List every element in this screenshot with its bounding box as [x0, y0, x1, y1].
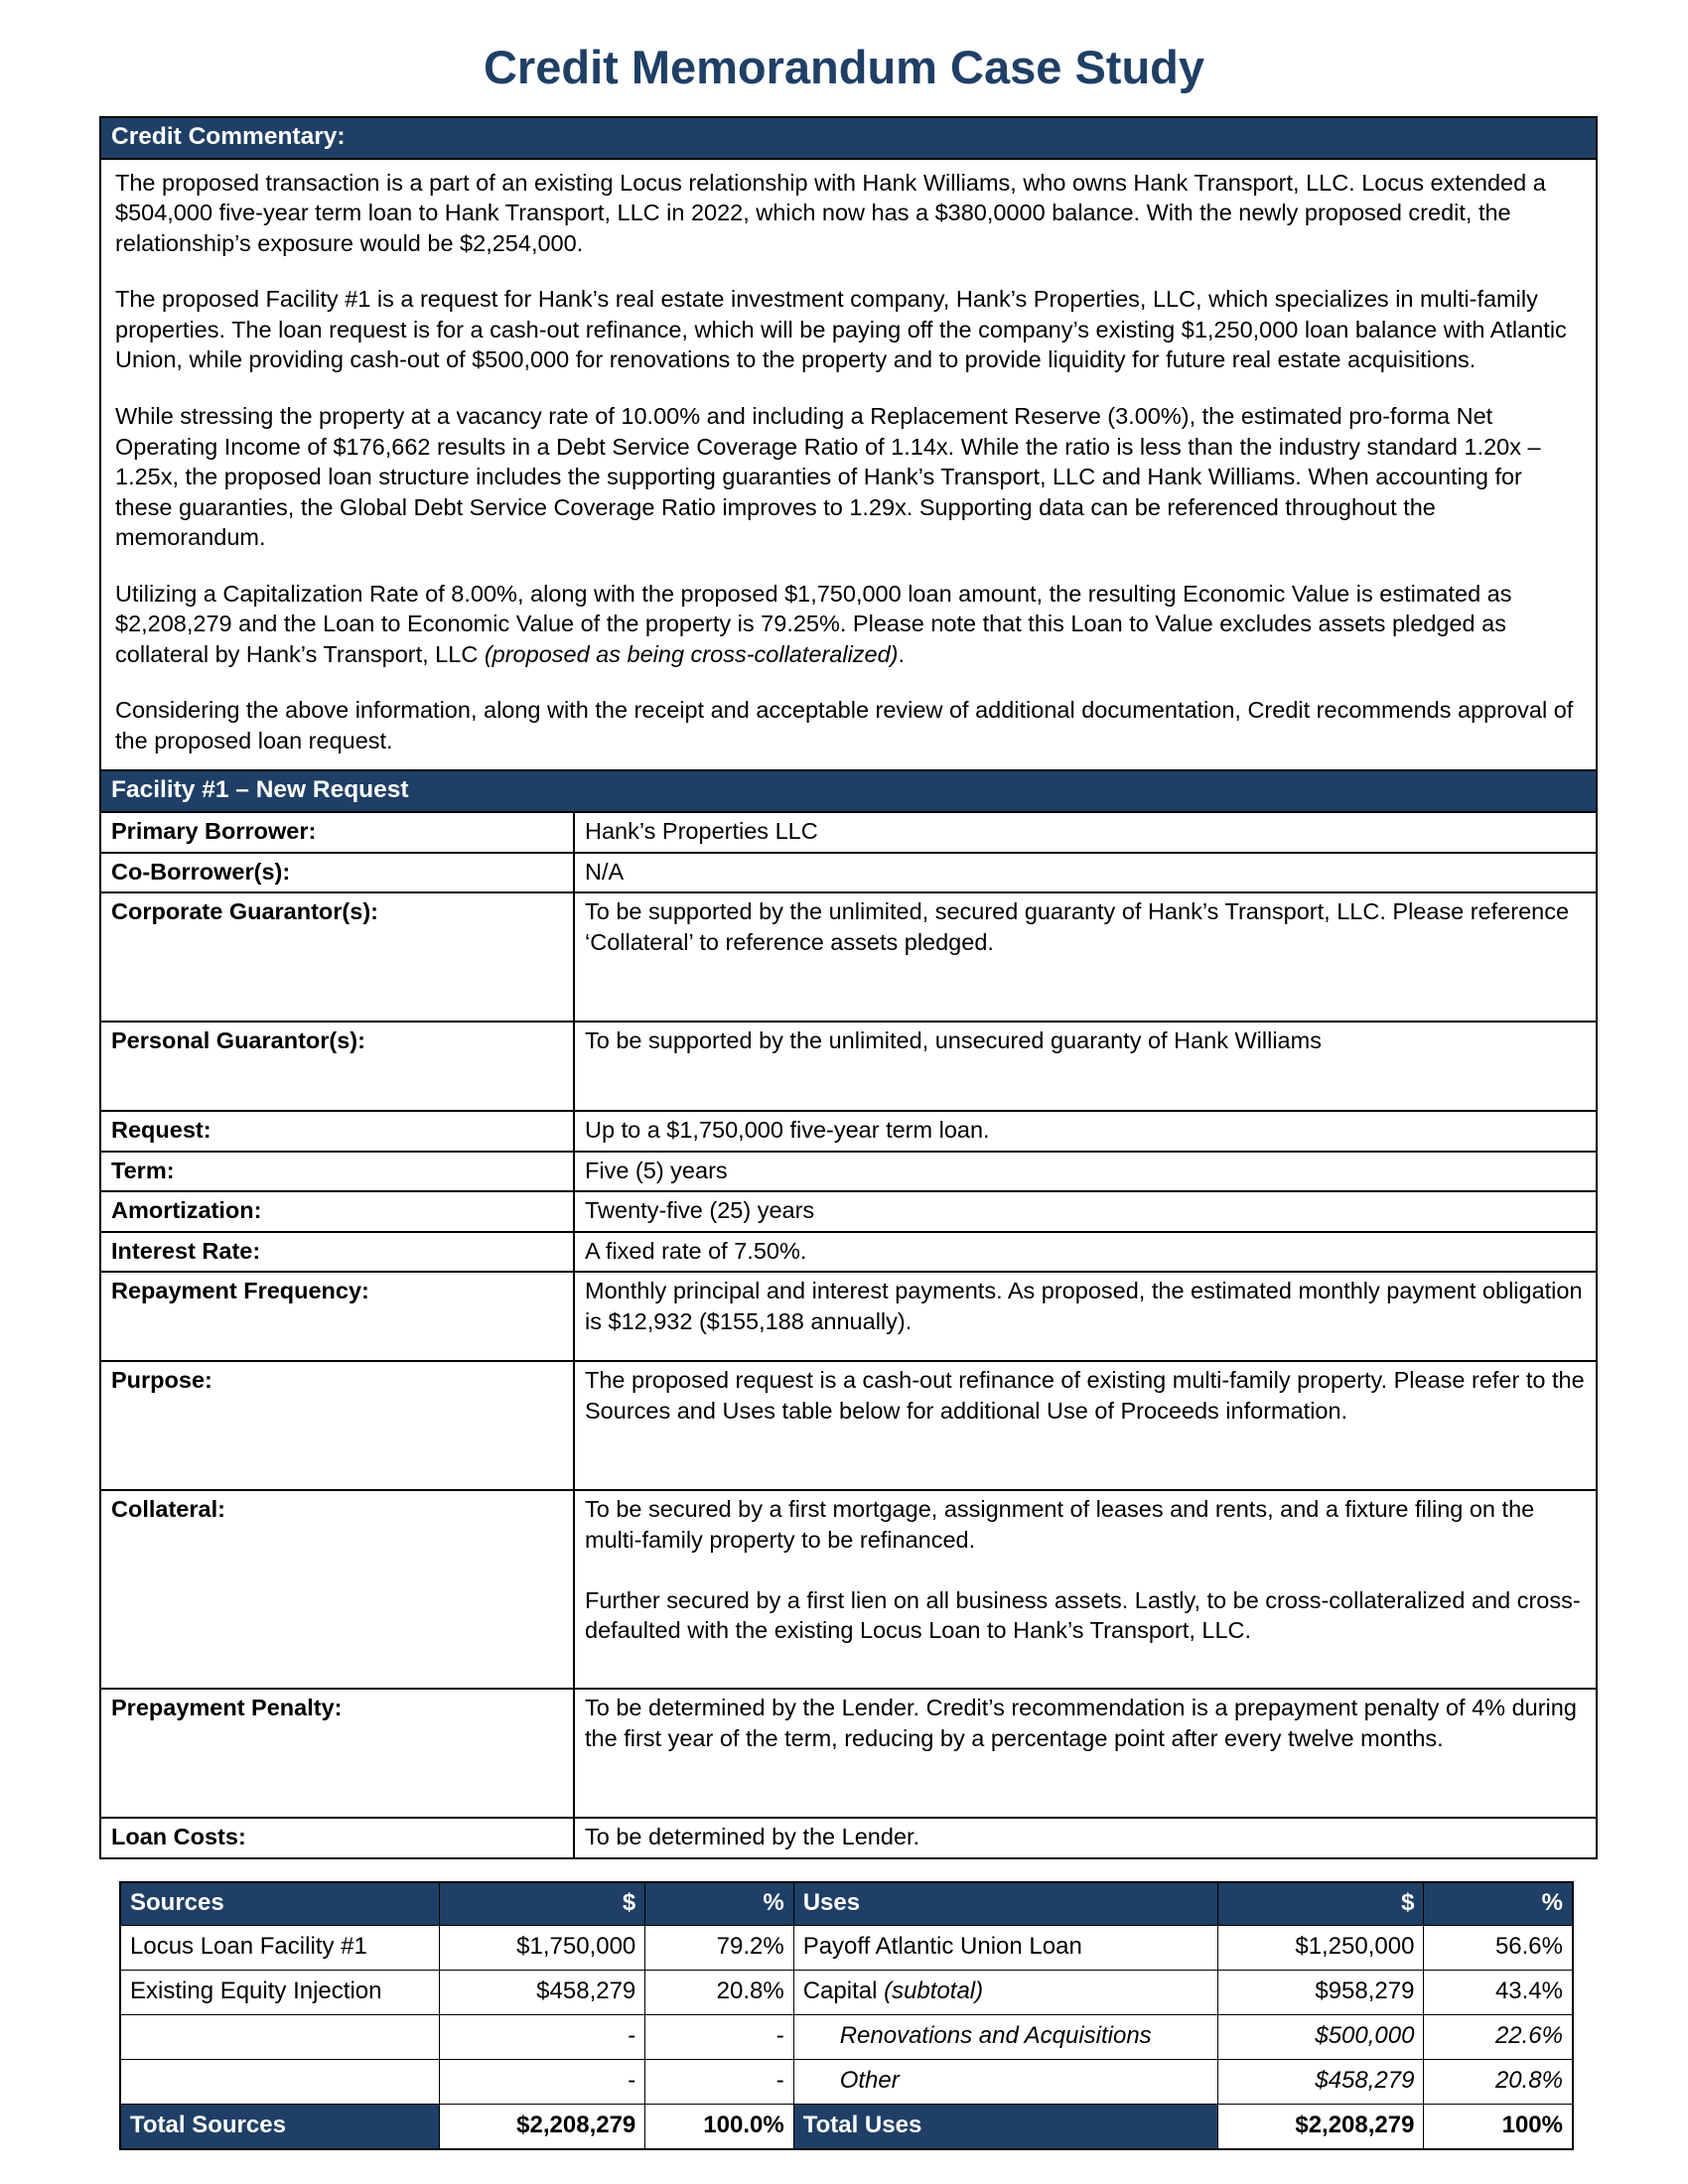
table-row: [101, 1152, 1596, 1192]
row-value-prepayment-penalty: To be determined by the Lender. Credit’s recommendation is a prepayment penalty of 4% during the first year of the term, reducing by a percentage point after every twelve months.: [574, 1689, 1596, 1818]
commentary-paragraph-5: Considering the above information, along with the receipt and acceptable review of additional documentation, Credit recommends approval of the proposed loan request.: [115, 697, 1574, 753]
row-label-purpose: Purpose:: [101, 1361, 574, 1490]
table-row: [101, 813, 1596, 853]
cell-use-percent: 22.6%: [1424, 2015, 1573, 2060]
row-value-purpose: The proposed request is a cash-out refinance of existing multi-family property. Please refer to the Sources and Uses table below for additional Use of Proceeds information.: [574, 1361, 1596, 1490]
commentary-paragraph-4-text: Utilizing a Capitalization Rate of 8.00%, along with the proposed $1,750,000 loan amount, the resulting Economic Value is estimated as $2,208,279 and the Loan to Economic Value of the property is 79.25%. Please note that this Loan to Value excludes assets pledged as collateral by Hank’s Transport, LLC: [115, 580, 1512, 667]
row-label-term: Term:: [101, 1152, 574, 1192]
table-row: [120, 1926, 1573, 1971]
cell-source-percent: -: [645, 2060, 793, 2105]
table-row: [120, 1971, 1573, 2015]
row-value-loan-costs: To be determined by the Lender.: [574, 1818, 1596, 1857]
header-sources-dollar: $: [439, 1882, 644, 1926]
cell-source-name: [120, 2060, 439, 2105]
row-label-collateral: Collateral:: [101, 1490, 574, 1689]
table-row: [120, 2015, 1573, 2060]
header-uses-percent: %: [1424, 1882, 1573, 1926]
commentary-paragraph-4-italic: (proposed as being cross-collateralized): [484, 640, 899, 667]
header-sources-percent: %: [645, 1882, 793, 1926]
row-label-interest-rate: Interest Rate:: [101, 1232, 574, 1273]
row-value-interest-rate: A fixed rate of 7.50%.: [574, 1232, 1596, 1273]
table-row: [101, 1191, 1596, 1232]
cell-use-amount: $958,279: [1218, 1971, 1424, 2015]
facility-table: [101, 813, 1596, 1857]
sources-uses-section: [119, 1881, 1574, 2150]
cell-source-amount: $1,750,000: [439, 1926, 644, 1971]
row-value-personal-guarantor: To be supported by the unlimited, unsecured guaranty of Hank Williams: [574, 1022, 1596, 1111]
row-label-loan-costs: Loan Costs:: [101, 1818, 574, 1857]
table-row: [101, 1272, 1596, 1361]
memo-block: [99, 116, 1598, 1859]
facility-header: Facility #1 – New Request: [101, 769, 1596, 813]
cell-use-percent: 56.6%: [1424, 1926, 1573, 1971]
row-value-repayment-frequency: Monthly principal and interest payments. As proposed, the estimated monthly payment obligation is $12,932 ($155,188 annually).: [574, 1272, 1596, 1361]
cell-source-amount: -: [439, 2060, 644, 2105]
cell-use-name: Renovations and Acquisitions: [793, 2015, 1217, 2060]
cell-source-name: [120, 2015, 439, 2060]
commentary-paragraph-3: While stressing the property at a vacancy rate of 10.00% and including a Replacement Reserve (3.00%), the estimated pro-forma Net Operating Income of $176,662 results in a Debt Service Coverage Ratio of 1.14x. While the ratio is less than the industry standard 1.20x – 1.25x, the proposed loan structure includes the supporting guaranties of Hank’s Transport, LLC and Hank Williams. When accounting for these guaranties, the Global Debt Service Coverage Ratio improves to 1.29x. Supporting data can be referenced throughout the memorandum.: [115, 403, 1541, 551]
credit-commentary-body: [101, 160, 1596, 770]
sources-uses-total-row: [120, 2105, 1573, 2150]
row-value-request: Up to a $1,750,000 five-year term loan.: [574, 1111, 1596, 1152]
table-row: [101, 1818, 1596, 1857]
table-row: [101, 1490, 1596, 1689]
header-uses: Uses: [793, 1882, 1217, 1926]
collateral-spacer: [585, 1556, 1586, 1585]
cell-use-percent: 43.4%: [1424, 1971, 1573, 2015]
row-value-primary-borrower: Hank’s Properties LLC: [585, 818, 818, 845]
commentary-paragraph-2: The proposed Facility #1 is a request for Hank’s real estate investment company, Hank’s Properties, LLC, which specializes in multi-family properties. The loan request is for a cash-out refinance, which will be paying off the company’s existing $1,250,000 loan balance with Atlantic Union, while providing cash-out of $500,000 for renovations to the property and to provide liquidity for future real estate acquisitions.: [115, 286, 1567, 373]
commentary-paragraph-4: [115, 579, 1582, 670]
sources-uses-header-row: [120, 1882, 1573, 1926]
cell-total-sources-amount: $2,208,279: [439, 2105, 644, 2150]
cell-total-sources-percent: 100.0%: [645, 2105, 793, 2150]
commentary-paragraph-4-tail: .: [898, 640, 906, 667]
table-row: [101, 1689, 1596, 1818]
row-label-personal-guarantor: Personal Guarantor(s):: [101, 1022, 574, 1111]
credit-commentary-header: Credit Commentary:: [101, 118, 1596, 160]
row-label-amortization: Amortization:: [101, 1191, 574, 1232]
table-row: [101, 853, 1596, 893]
row-label-primary-borrower: Primary Borrower:: [101, 813, 574, 853]
cell-source-amount: $458,279: [439, 1971, 644, 2015]
header-sources: Sources: [120, 1882, 439, 1926]
row-value-term: Five (5) years: [574, 1152, 1596, 1192]
row-label-request: Request:: [101, 1111, 574, 1152]
table-row: [101, 1022, 1596, 1111]
sources-uses-table: [119, 1881, 1574, 2150]
row-label-prepayment-penalty: Prepayment Penalty:: [101, 1689, 574, 1818]
row-value-corporate-guarantor: To be supported by the unlimited, secured guaranty of Hank’s Transport, LLC. Please reference ‘Collateral’ to reference assets pledged.: [574, 892, 1596, 1022]
cell-total-uses-percent: 100%: [1424, 2105, 1573, 2150]
table-row: [101, 1111, 1596, 1152]
memo-content: [99, 116, 1594, 1859]
row-label-repayment-frequency: Repayment Frequency:: [101, 1272, 574, 1361]
cell-source-name: Locus Loan Facility #1: [120, 1926, 439, 1971]
header-uses-dollar: $: [1218, 1882, 1424, 1926]
row-label-co-borrower: Co-Borrower(s):: [101, 853, 574, 893]
row-value-co-borrower: N/A: [574, 853, 1596, 893]
cell-use-name: Payoff Atlantic Union Loan: [793, 1926, 1217, 1971]
collateral-text-2: Further secured by a first lien on all business assets. Lastly, to be cross-collateralized and cross-defaulted with the existing Locus Loan to Hank’s Transport, LLC.: [585, 1586, 1581, 1644]
row-value-amortization: Twenty-five (25) years: [574, 1191, 1596, 1232]
table-row: [120, 2060, 1573, 2105]
commentary-paragraph-1: The proposed transaction is a part of an existing Locus relationship with Hank Williams, who owns Hank Transport, LLC. Locus extended a $504,000 five-year term loan to Hank Transport, LLC in 2022, which now has a $380,0000 balance. With the newly proposed credit, the relationship’s exposure would be $2,254,000.: [115, 169, 1546, 256]
collateral-text-1: To be secured by a first mortgage, assignment of leases and rents, and a fixture filing on the multi-family property to be refinanced.: [585, 1496, 1535, 1554]
cell-total-uses-label: Total Uses: [793, 2105, 1217, 2150]
cell-source-percent: -: [645, 2015, 793, 2060]
cell-total-uses-amount: $2,208,279: [1218, 2105, 1424, 2150]
table-row: [101, 892, 1596, 1022]
row-label-corporate-guarantor: Corporate Guarantor(s):: [101, 892, 574, 1022]
cell-use-name: Other: [793, 2060, 1217, 2105]
cell-use-name: Capital (subtotal): [793, 1971, 1217, 2015]
table-row: [101, 1361, 1596, 1490]
cell-total-sources-label: Total Sources: [120, 2105, 439, 2150]
cell-source-percent: 79.2%: [645, 1926, 793, 1971]
cell-source-name: Existing Equity Injection: [120, 1971, 439, 2015]
cell-use-amount: $500,000: [1218, 2015, 1424, 2060]
row-value-collateral: [574, 1490, 1596, 1689]
page-title: Credit Memorandum Case Study: [483, 41, 1205, 93]
cell-source-percent: 20.8%: [645, 1971, 793, 2015]
table-row: [101, 1232, 1596, 1273]
cell-use-percent: 20.8%: [1424, 2060, 1573, 2105]
cell-use-amount: $1,250,000: [1218, 1926, 1424, 1971]
cell-use-amount: $458,279: [1218, 2060, 1424, 2105]
cell-source-amount: -: [439, 2015, 644, 2060]
